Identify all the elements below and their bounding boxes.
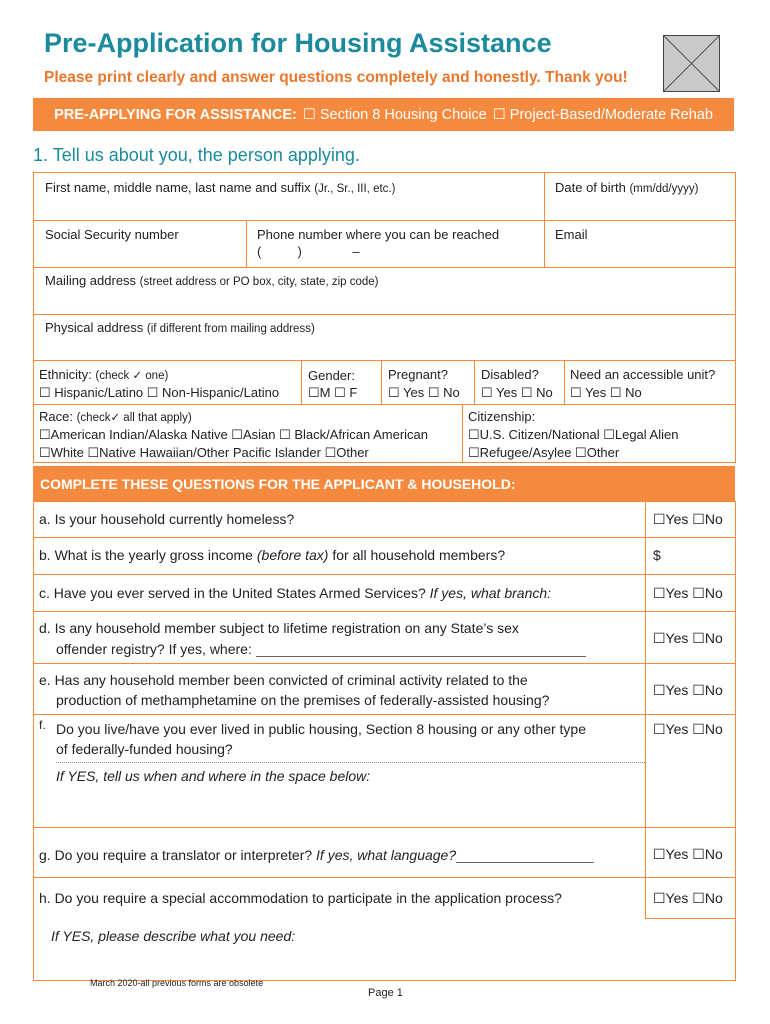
- page-title: Pre-Application for Housing Assistance: [44, 28, 552, 58]
- housing-history-field[interactable]: [56, 788, 641, 824]
- race-group: [39, 409, 192, 424]
- citizenship-checkboxes-row2[interactable]: ☐Refugee/Asylee ☐Other: [468, 445, 620, 460]
- question-e-line1: e. Has any household member been convicted of criminal activity related to the: [39, 672, 528, 688]
- physical-hint: (if different from mailing address): [146, 323, 315, 335]
- question-g-yes-no[interactable]: ☐Yes ☐No: [653, 846, 723, 862]
- page-number: Page 1: [368, 987, 403, 999]
- email-label: Email: [555, 227, 588, 242]
- assistance-type-banner: [33, 98, 734, 131]
- citizenship-checkboxes-row1[interactable]: ☐U.S. Citizen/National ☐Legal Alien: [468, 427, 679, 442]
- ethnicity-hint: (check ✓ one): [95, 370, 169, 382]
- question-g-translator: g. Do you require a translator or interpreter? If yes, what language?: [39, 846, 594, 863]
- race-checkboxes-row1[interactable]: ☐American Indian/Alaska Native ☐Asian ☐ Black/African American: [39, 427, 429, 442]
- question-d-line1: d. Is any household member subject to lifetime registration on any State’s sex: [39, 620, 519, 636]
- disabled-label: Disabled?: [481, 367, 539, 382]
- pregnant-checkboxes[interactable]: ☐ Yes ☐ No: [388, 385, 460, 400]
- citizenship-label: Citizenship:: [468, 409, 536, 424]
- page-subtitle: Please print clearly and answer questions completely and honestly. Thank you!: [44, 69, 628, 86]
- email-field[interactable]: [555, 227, 588, 242]
- ethnicity-checkboxes[interactable]: ☐ Hispanic/Latino ☐ Non-Hispanic/Latino: [39, 385, 280, 400]
- question-d-line2: offender registry? If yes, where:: [56, 640, 586, 657]
- disabled-checkboxes[interactable]: ☐ Yes ☐ No: [481, 385, 553, 400]
- section8-checkbox[interactable]: ☐ Section 8 Housing Choice: [302, 106, 487, 123]
- physical-address-field[interactable]: [45, 320, 315, 335]
- race-checkboxes-row2[interactable]: ☐White ☐Native Hawaiian/Other Pacific Islander ☐Other: [39, 445, 369, 460]
- photo-placeholder-icon: [664, 36, 719, 91]
- accessible-unit-label: Need an accessible unit?: [570, 367, 716, 382]
- section-1-title: 1. Tell us about you, the person applying.: [33, 145, 360, 165]
- gender-label: Gender:: [308, 368, 355, 383]
- accommodation-description-field[interactable]: [51, 948, 731, 976]
- ethnicity-group: [39, 367, 168, 382]
- question-h-yes-no[interactable]: ☐Yes ☐No: [653, 890, 723, 906]
- banner-label: PRE-APPLYING FOR ASSISTANCE:: [54, 106, 297, 123]
- mailing-address-field[interactable]: [45, 273, 379, 288]
- question-e-yes-no[interactable]: ☐Yes ☐No: [653, 682, 723, 698]
- question-h-followup: If YES, please describe what you need:: [51, 928, 296, 944]
- full-name-field[interactable]: [45, 180, 395, 195]
- household-section-header: COMPLETE THESE QUESTIONS FOR THE APPLICANT & HOUSEHOLD:: [33, 466, 735, 501]
- dob-hint: (mm/dd/yyyy): [629, 183, 699, 195]
- income-amount-field[interactable]: $: [653, 547, 661, 563]
- ethnicity-label: Ethnicity:: [39, 367, 92, 382]
- photo-placeholder: [663, 35, 720, 92]
- ssn-label: Social Security number: [45, 227, 179, 242]
- ssn-field[interactable]: [45, 227, 179, 242]
- date-of-birth-field[interactable]: [555, 180, 698, 195]
- question-h-accommodation: h. Do you require a special accommodation to participate in the application process?: [39, 890, 562, 906]
- dob-label: Date of birth: [555, 180, 626, 195]
- question-d-yes-no[interactable]: ☐Yes ☐No: [653, 630, 723, 646]
- question-c-yes-no[interactable]: ☐Yes ☐No: [653, 585, 723, 601]
- mailing-hint: (street address or PO box, city, state, zip code): [139, 276, 379, 288]
- question-a-homeless: a. Is your household currently homeless?: [39, 511, 295, 527]
- gender-checkboxes[interactable]: ☐M ☐ F: [308, 385, 358, 400]
- physical-label: Physical address: [45, 320, 144, 335]
- question-e-line2: production of methamphetamine on the premises of federally-assisted housing?: [56, 692, 550, 708]
- language-field[interactable]: [456, 846, 594, 863]
- project-based-checkbox[interactable]: ☐ Project-Based/Moderate Rehab: [492, 106, 713, 123]
- phone-template: ( ) –: [257, 244, 360, 259]
- phone-field[interactable]: [257, 227, 499, 242]
- question-f-yes-no[interactable]: ☐Yes ☐No: [653, 721, 723, 737]
- form-revision-note: March 2020-all previous forms are obsolete: [90, 978, 264, 988]
- question-f-line1: Do you live/have you ever lived in public housing, Section 8 housing or any other type: [56, 721, 586, 737]
- race-label: Race:: [39, 409, 73, 424]
- accessible-unit-checkboxes[interactable]: ☐ Yes ☐ No: [570, 385, 642, 400]
- question-f-line2: of federally-funded housing?: [56, 741, 233, 757]
- full-name-label: First name, middle name, last name and suffix: [45, 180, 311, 195]
- question-a-yes-no[interactable]: ☐Yes ☐No: [653, 511, 723, 527]
- race-hint: (check✓ all that apply): [76, 412, 192, 424]
- pregnant-label: Pregnant?: [388, 367, 448, 382]
- phone-label: Phone number where you can be reached: [257, 227, 500, 242]
- question-f-letter: f.: [39, 718, 46, 732]
- registry-location-field[interactable]: [256, 640, 586, 657]
- question-f-followup: If YES, tell us when and where in the space below:: [56, 768, 371, 784]
- question-b-income: b. What is the yearly gross income (before tax) for all household members?: [39, 547, 506, 563]
- mailing-label: Mailing address: [45, 273, 137, 288]
- full-name-hint: (Jr., Sr., III, etc.): [314, 183, 396, 195]
- question-c-armed-services: c. Have you ever served in the United States Armed Services? If yes, what branch:: [39, 585, 552, 601]
